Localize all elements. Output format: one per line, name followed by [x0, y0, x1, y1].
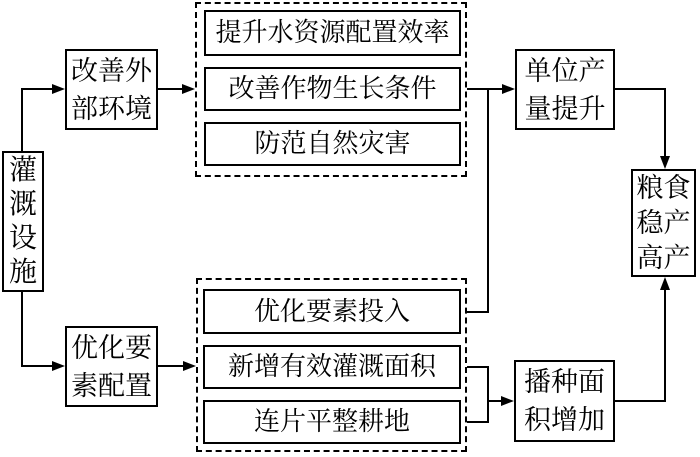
- node-optimize-factor-input: 优化要素投入: [203, 289, 461, 334]
- arrowhead-into-sown-area: [501, 396, 514, 406]
- node-new-effective-irrigated-area: 新增有效灌溉面积: [203, 345, 461, 389]
- node-contiguous-level-farmland: 连片平整耕地: [203, 400, 461, 444]
- node-sown-area-increase: 播种面积增加: [514, 360, 615, 442]
- connector-root-to-bottom-branch-vertical: [21, 292, 23, 367]
- node-prevent-natural-disasters: 防范自然灾害: [204, 122, 461, 166]
- connector-root-to-top-branch-horizontal: [21, 88, 53, 90]
- node-improve-crop-growth-conditions: 改善作物生长条件: [204, 67, 461, 111]
- connector-root-to-bottom-branch-horizontal: [21, 365, 53, 367]
- connector-sown-area-to-goal-vertical: [664, 290, 666, 401]
- arrowhead-into-top-group: [182, 84, 195, 94]
- connector-bottom-join-vertical: [487, 366, 489, 423]
- node-improve-external-environment: 改善外部环境: [65, 49, 158, 130]
- node-optimize-factor-allocation: 优化要素配置: [65, 326, 158, 407]
- connector-factor-input-join-vertical: [487, 89, 489, 312]
- connector-top-group-to-unit-yield: [467, 88, 503, 90]
- connector-branch-to-bottom-group: [157, 365, 184, 367]
- connector-root-to-top-branch-vertical: [21, 89, 23, 151]
- node-unit-yield-increase: 单位产量提升: [515, 49, 615, 130]
- connector-sown-area-to-goal-horizontal: [614, 400, 666, 402]
- arrowhead-into-goal-bottom: [660, 277, 670, 290]
- connector-unit-yield-to-goal-horizontal: [614, 88, 666, 90]
- node-stable-high-grain-yield: 粮食稳产高产: [631, 169, 696, 277]
- arrowhead-into-goal-top: [660, 156, 670, 169]
- arrowhead-into-optimize-factor-allocation: [52, 361, 65, 371]
- node-irrigation-facilities: 灌溉设施: [2, 151, 44, 292]
- connector-branch-to-top-group: [157, 88, 184, 90]
- connector-unit-yield-to-goal-vertical: [664, 88, 666, 156]
- arrowhead-into-bottom-group: [183, 361, 196, 371]
- arrowhead-into-improve-external-environment: [52, 84, 65, 94]
- node-improve-water-allocation-efficiency: 提升水资源配置效率: [204, 10, 461, 56]
- arrowhead-into-unit-yield: [502, 84, 515, 94]
